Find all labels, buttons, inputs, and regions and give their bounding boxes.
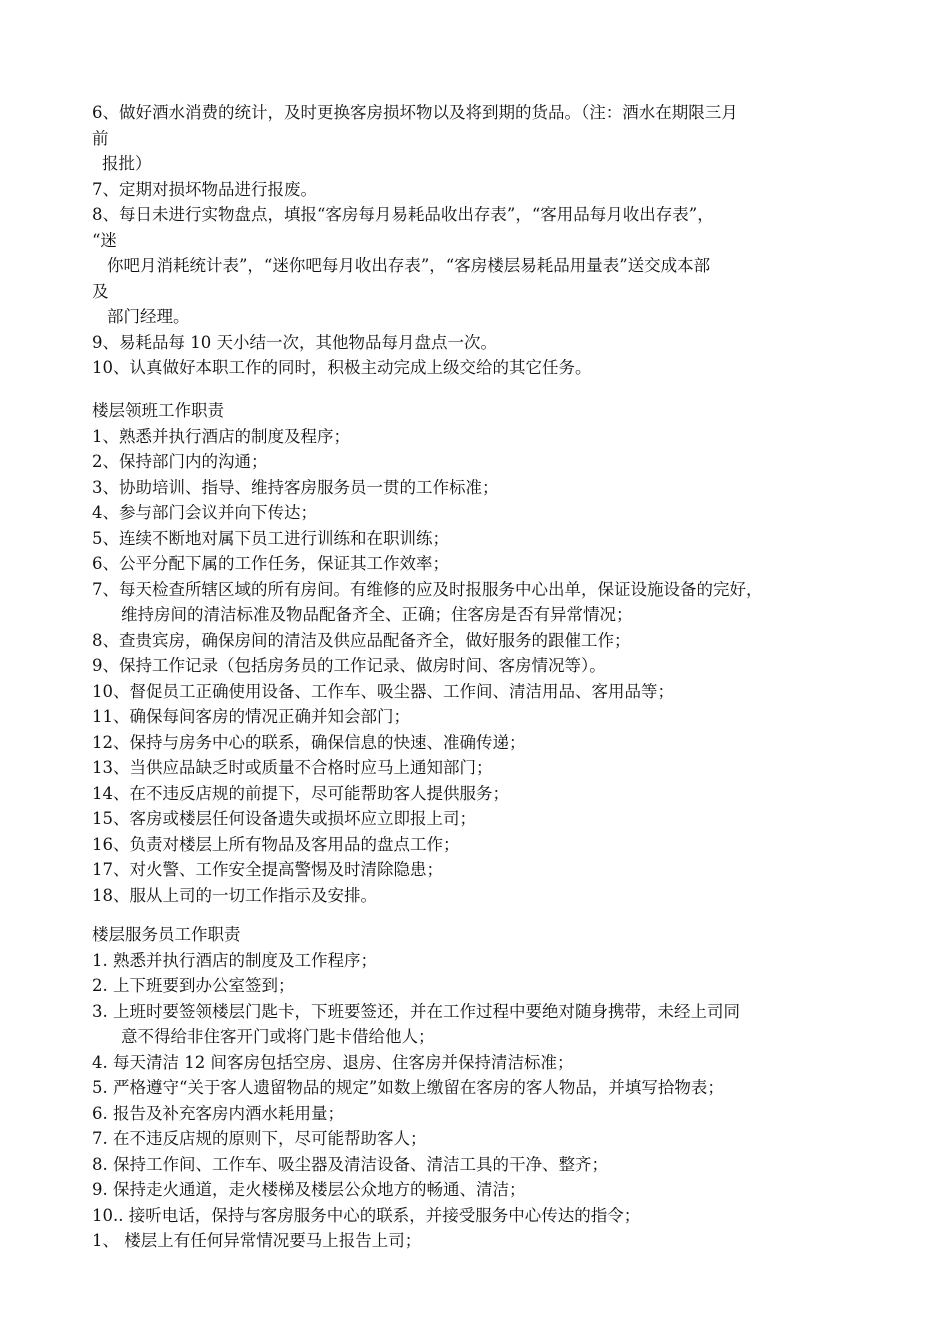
list-item: 18、服从上司的一切工作指示及安排。 — [92, 885, 377, 905]
section-title: 楼层领班工作职责 — [92, 401, 224, 420]
list-item: 16、负责对楼层上所有物品及客用品的盘点工作； — [92, 834, 460, 854]
line: “迷 — [92, 230, 117, 250]
line: 及 — [92, 281, 109, 301]
line: 7、定期对损坏物品进行报废。 — [92, 179, 317, 199]
list-item: 1. 熟悉并执行酒店的制度及工作程序； — [92, 950, 377, 970]
list-item: 2、保持部门内的沟通； — [92, 452, 268, 471]
line: 前 — [92, 128, 109, 148]
list-item: 5、连续不断地对属下员工进行训练和在职训练； — [92, 528, 449, 548]
list-item: 13、当供应品缺乏时或质量不合格时应马上通知部门； — [92, 758, 493, 777]
line: 部门经理。 — [107, 307, 190, 326]
list-item: 1、 楼层上有任何异常情况要马上报告上司； — [92, 1231, 422, 1250]
list-item: 3. 上班时要签领楼层门匙卡，下班要签还，并在工作过程中要绝对随身携带，未经上司同 — [92, 1001, 740, 1021]
list-item: 7、每天检查所辖区域的所有房间。有维修的应及时报服务中心出单，保证设施设备的完好， — [92, 579, 763, 599]
line: 报批） — [102, 154, 152, 173]
list-item: 3、协助培训、指导、维持客房服务员一贯的工作标准； — [92, 477, 499, 497]
list-item: 9. 保持走火通道，走火楼梯及楼层公众地方的畅通、清洁； — [92, 1180, 526, 1199]
list-item: 10、督促员工正确使用设备、工作车、吸尘器、工作间、清洁用品、客用品等； — [92, 681, 674, 701]
list-item: 4、参与部门会议并向下传达； — [92, 503, 317, 522]
list-item: 11、确保每间客房的情况正确并知会部门； — [92, 707, 410, 726]
list-item-continuation: 意不得给非住客开门或将门匙卡借给他人； — [121, 1027, 435, 1046]
section-floor-supervisor-duties — [92, 398, 872, 908]
section-storekeeper-duties — [92, 100, 872, 381]
list-item: 6、公平分配下属的工作任务，保证其工作效率； — [92, 554, 449, 573]
list-item: 6. 报告及补充客房内酒水耗用量； — [92, 1103, 344, 1123]
list-item-continuation: 维持房间的清洁标准及物品配备齐全、正确；住客房是否有异常情况； — [121, 605, 633, 624]
list-item: 10.. 接听电话，保持与客房服务中心的联系，并接受服务中心传达的指令； — [92, 1205, 641, 1225]
list-item: 8. 保持工作间、工作车、吸尘器及清洁设备、清洁工具的干净、整齐； — [92, 1154, 608, 1174]
list-item: 14、在不违反店规的前提下，尽可能帮助客人提供服务； — [92, 783, 509, 803]
list-item: 15、客房或楼层任何设备遗失或损坏应立即报上司； — [92, 809, 476, 828]
list-item: 17、对火警、工作安全提高警惕及时清除隐患； — [92, 860, 443, 879]
list-item: 12、保持与房务中心的联系，确保信息的快速、准确传递； — [92, 732, 526, 752]
line: 6、做好酒水消费的统计，及时更换客房损坏物以及将到期的货品。（注：酒水在期限三月 — [92, 103, 738, 122]
list-item: 1、熟悉并执行酒店的制度及程序； — [92, 426, 350, 446]
line: 9、易耗品每 10 天小结一次，其他物品每月盘点一次。 — [92, 332, 497, 352]
line: 你吧月消耗统计表”，“迷你吧每月收出存表”，“客房楼层易耗品用量表”送交成本部 — [107, 256, 711, 275]
list-item: 2. 上下班要到办公室签到； — [92, 976, 295, 995]
list-item: 8、查贵宾房，确保房间的清洁及供应品配备齐全，做好服务的跟催工作； — [92, 630, 631, 650]
list-item: 9、保持工作记录（包括房务员的工作记录、做房时间、客房情况等）。 — [92, 656, 606, 675]
section-title: 楼层服务员工作职责 — [92, 925, 241, 944]
line: 8、每日未进行实物盘点，填报“客房每月易耗品收出存表”，“客用品每月收出存表”， — [92, 205, 714, 224]
list-item: 4. 每天清洁 12 间客房包括空房、退房、住客房并保持清洁标准； — [92, 1052, 574, 1072]
line: 10、认真做好本职工作的同时，积极主动完成上级交给的其它任务。 — [92, 358, 592, 377]
list-item: 7. 在不违反店规的原则下，尽可能帮助客人； — [92, 1129, 427, 1148]
section-floor-attendant-duties — [92, 922, 872, 1254]
list-item: 5. 严格遵守“关于客人遗留物品的规定”如数上缴留在客房的客人物品，并填写拾物表； — [92, 1078, 724, 1097]
